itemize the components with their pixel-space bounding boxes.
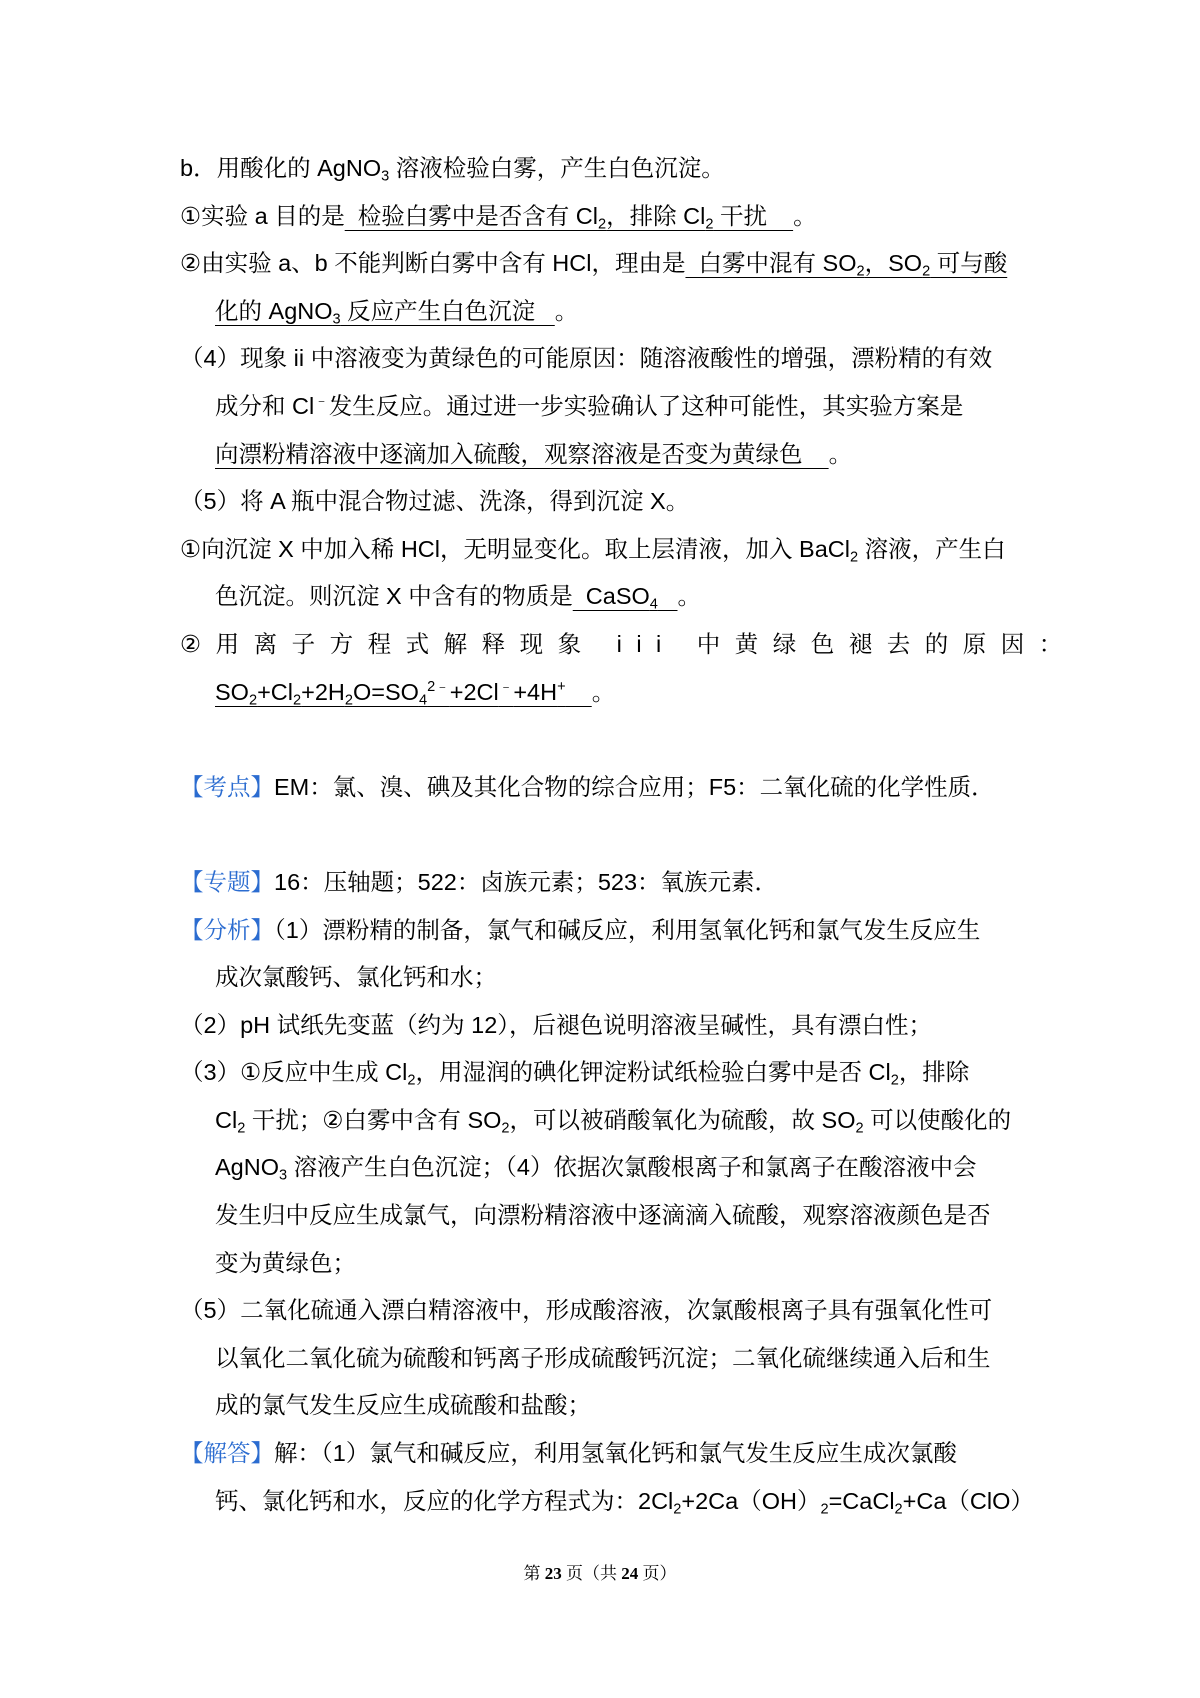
text-line — [180, 288, 1060, 336]
text-run: EM：氯、溴、碘及其化合物的综合应用；F5：二氧化硫的化学性质． — [274, 773, 995, 800]
text-run: Cl — [215, 1106, 238, 1133]
text-line — [180, 907, 1060, 955]
subscript: 2 — [673, 1501, 682, 1518]
answer-blank — [215, 297, 555, 328]
answer-continuation — [180, 145, 1077, 716]
answer-blank — [685, 250, 1008, 280]
subscript: 2 — [293, 692, 302, 709]
page-footer — [0, 1560, 1200, 1588]
answer-blank-text: SO — [215, 678, 249, 705]
section-tag: 【考点】 — [180, 773, 274, 800]
text-run: +Ca（ClO） — [902, 1487, 1034, 1514]
text-run: 可以使酸化的 — [863, 1106, 1012, 1133]
subscript: 2 — [705, 216, 714, 233]
paragraph — [180, 621, 1077, 716]
paragraph — [180, 145, 1060, 193]
answer-blank-text: +4H — [513, 678, 558, 705]
text-run: （4）现象 ii 中溶液变为黄绿色的可能原因：随溶液酸性的增强，漂粉精的有效 — [180, 345, 993, 372]
paragraph — [180, 335, 1060, 478]
subscript: 2 — [856, 263, 865, 280]
text-run: （3）①反应中生成 Cl — [180, 1059, 408, 1086]
answer-blank-text: 向漂粉精溶液中逐滴加入硫酸，观察溶液是否变为黄绿色 — [215, 440, 829, 467]
text-line — [180, 1049, 1060, 1097]
paragraph — [180, 1002, 1060, 1050]
text-run: 成的氯气发生反应生成硫酸和盐酸； — [215, 1392, 591, 1419]
section-tag: 【专题】 — [180, 868, 274, 895]
superscript: ﹣ — [314, 392, 329, 409]
text-line — [180, 1240, 1060, 1288]
text-line — [180, 1097, 1060, 1145]
section-tag: 【分析】 — [180, 916, 274, 943]
subscript: 2 — [237, 1120, 246, 1137]
paragraph — [180, 1287, 1060, 1430]
text-run: ①向沉淀 X 中加入稀 HCl，无明显变化。取上层清液，加入 BaCl — [180, 535, 850, 562]
text-run: 。 — [677, 583, 701, 610]
answer-blank-text: 化的 AgNO — [215, 297, 333, 324]
text-run: 变为黄绿色； — [215, 1249, 356, 1276]
paragraph — [180, 193, 1060, 241]
answer-blank-text: +2Cl — [449, 678, 499, 705]
text-line — [180, 954, 1060, 1002]
subscript: 2 — [248, 692, 258, 709]
subscript: 2 — [597, 216, 607, 233]
subscript: 2 — [894, 1501, 903, 1518]
subscript: 3 — [332, 311, 341, 328]
subscript: 4 — [418, 692, 428, 709]
text-run: 溶液，产生白 — [858, 535, 1006, 562]
text-run: （1）漂粉精的制备，氯气和碱反应，利用氢氧化钙和氯气发生反应生 — [274, 916, 981, 943]
answer-blank-text: O=SO — [352, 678, 419, 705]
text-run: ，排除 — [898, 1059, 970, 1086]
text-line — [180, 335, 1060, 383]
text-line — [180, 764, 1060, 812]
text-line — [180, 240, 1060, 288]
subscript: 3 — [279, 1168, 288, 1185]
paragraph — [180, 1430, 1060, 1525]
subscript: 2 — [922, 263, 931, 280]
paragraph — [180, 240, 1060, 335]
text-run: 溶液检验白雾，产生白色沉淀。 — [389, 155, 725, 181]
page-number: 23 — [544, 1564, 562, 1583]
section-kaodian — [180, 764, 1060, 812]
text-run: +2Ca（OH） — [681, 1487, 821, 1514]
text-run: （5）将 A 瓶中混合物过滤、洗涤，得到沉淀 X。 — [180, 488, 690, 515]
page-number: 24 — [621, 1564, 639, 1583]
subscript: 2 — [855, 1120, 864, 1137]
subscript: 2 — [820, 1501, 829, 1518]
subscript: 2 — [890, 1072, 899, 1089]
answer-blank-text: 可与酸 — [930, 250, 1008, 277]
answer-blank — [572, 583, 678, 613]
paragraph — [180, 859, 1060, 907]
superscript: + — [557, 678, 566, 695]
text-run: 发生归中反应生成氯气，向漂粉精溶液中逐滴滴入硫酸，观察溶液颜色是否 — [215, 1202, 991, 1229]
answer-blank-text: CaSO — [572, 583, 650, 610]
text-run: 。 — [591, 678, 616, 705]
text-run: ①实验 a 目的是 — [180, 202, 345, 229]
answer-blank — [344, 202, 794, 233]
text-run: ②由实验 a、b 不能判断白雾中含有 HCl，理由是 — [180, 250, 686, 277]
answer-blank-text: 白雾中混有 SO — [685, 250, 857, 277]
text-line — [180, 526, 1060, 574]
text-line — [180, 431, 1060, 479]
text-run: （2）pH 试纸先变蓝（约为 12），后褪色说明溶液呈碱性，具有漂白性； — [180, 1011, 933, 1038]
answer-blank-text — [566, 679, 592, 705]
subscript: 3 — [381, 168, 390, 185]
text-run: 。 — [828, 440, 853, 467]
text-line — [180, 1430, 1060, 1478]
text-line — [180, 1144, 1060, 1192]
text-run: 发生反应。通过进一步实验确认了这种可能性，其实验方案是 — [328, 392, 964, 419]
superscript: ﹣ — [498, 678, 514, 695]
text-run: ，可以被硝酸氧化为硫酸，故 SO — [509, 1106, 856, 1133]
paragraph — [180, 764, 1060, 812]
subscript: 2 — [407, 1072, 416, 1089]
text-line — [180, 1002, 1060, 1050]
text-run: 第 — [523, 1564, 545, 1583]
paragraph — [180, 526, 1060, 621]
answer-blank-text: 检验白雾中是否含有 Cl — [344, 202, 598, 229]
text-line — [180, 621, 1077, 669]
text-line — [180, 145, 1060, 193]
paragraph — [180, 478, 1060, 526]
text-run: 。 — [554, 297, 579, 324]
text-line — [180, 573, 1060, 621]
subscript: 2 — [344, 692, 353, 709]
section-zhuanti — [180, 859, 1060, 907]
superscript: 2﹣ — [427, 678, 450, 695]
text-line — [180, 669, 1060, 717]
text-run: 页） — [638, 1564, 677, 1583]
paragraph — [180, 907, 1060, 1002]
text-line — [180, 1192, 1060, 1240]
text-line — [180, 1287, 1060, 1335]
answer-blank-text: 反应产生白色沉淀 — [340, 297, 555, 324]
text-run: 溶液产生白色沉淀；（4）依据次氯酸根离子和氯离子在酸溶液中会 — [287, 1154, 977, 1181]
answer-blank — [215, 441, 829, 467]
subscript: 2 — [849, 549, 859, 566]
text-run: 成分和 Cl — [215, 392, 315, 419]
answer-blank-text — [658, 583, 678, 609]
text-line — [180, 383, 1060, 431]
text-line — [180, 1382, 1060, 1430]
text-run: b．用酸化的 AgNO — [180, 155, 382, 181]
text-line — [180, 1335, 1060, 1383]
text-run: ，用湿润的碘化钾淀粉试纸检验白雾中是否 Cl — [415, 1059, 891, 1086]
text-line — [180, 859, 1060, 907]
answer-blank — [215, 678, 592, 709]
answer-blank-text: ，排除 Cl — [606, 202, 706, 229]
text-line — [180, 193, 1060, 241]
text-run: ②用离子方程式解释现象 iii 中黄绿色褪去的原因： — [180, 630, 1077, 657]
text-run: 成次氯酸钙、氯化钙和水； — [215, 964, 497, 991]
answer-blank-text: 干扰 — [713, 202, 794, 229]
text-run: 16：压轴题；522：卤族元素；523：氧族元素． — [274, 868, 779, 895]
page-content — [180, 145, 1077, 1525]
text-run: AgNO — [215, 1154, 279, 1181]
section-jieda — [180, 1430, 1060, 1525]
text-run: 页（共 — [561, 1564, 622, 1583]
text-run: 色沉淀。则沉淀 X 中含有的物质是 — [215, 583, 573, 610]
answer-blank-text: ，SO — [864, 250, 923, 277]
section-tag: 【解答】 — [180, 1440, 274, 1467]
paragraph — [180, 1049, 1060, 1287]
text-run: 解：（1）氯气和碱反应，利用氢氧化钙和氯气发生反应生成次氯酸 — [274, 1440, 957, 1467]
answer-blank-text: +2H — [301, 678, 345, 705]
section-fenxi — [180, 907, 1060, 1431]
text-run: 以氧化二氧化硫为硫酸和钙离子形成硫酸钙沉淀；二氧化硫继续通入后和生 — [215, 1344, 991, 1371]
text-run: （5）二氧化硫通入漂白精溶液中，形成酸溶液，次氯酸根离子具有强氧化性可 — [180, 1297, 993, 1324]
text-run: 干扰；②白雾中含有 SO — [245, 1106, 502, 1133]
text-run: =CaCl — [828, 1487, 895, 1514]
text-run: 钙、氯化钙和水，反应的化学方程式为：2Cl — [215, 1487, 674, 1514]
subscript: 2 — [501, 1120, 510, 1137]
subscript: 4 — [649, 597, 658, 613]
text-run: 。 — [793, 202, 817, 229]
text-line — [180, 478, 1060, 526]
answer-blank-text: +Cl — [257, 678, 293, 705]
text-line — [180, 1478, 1060, 1526]
